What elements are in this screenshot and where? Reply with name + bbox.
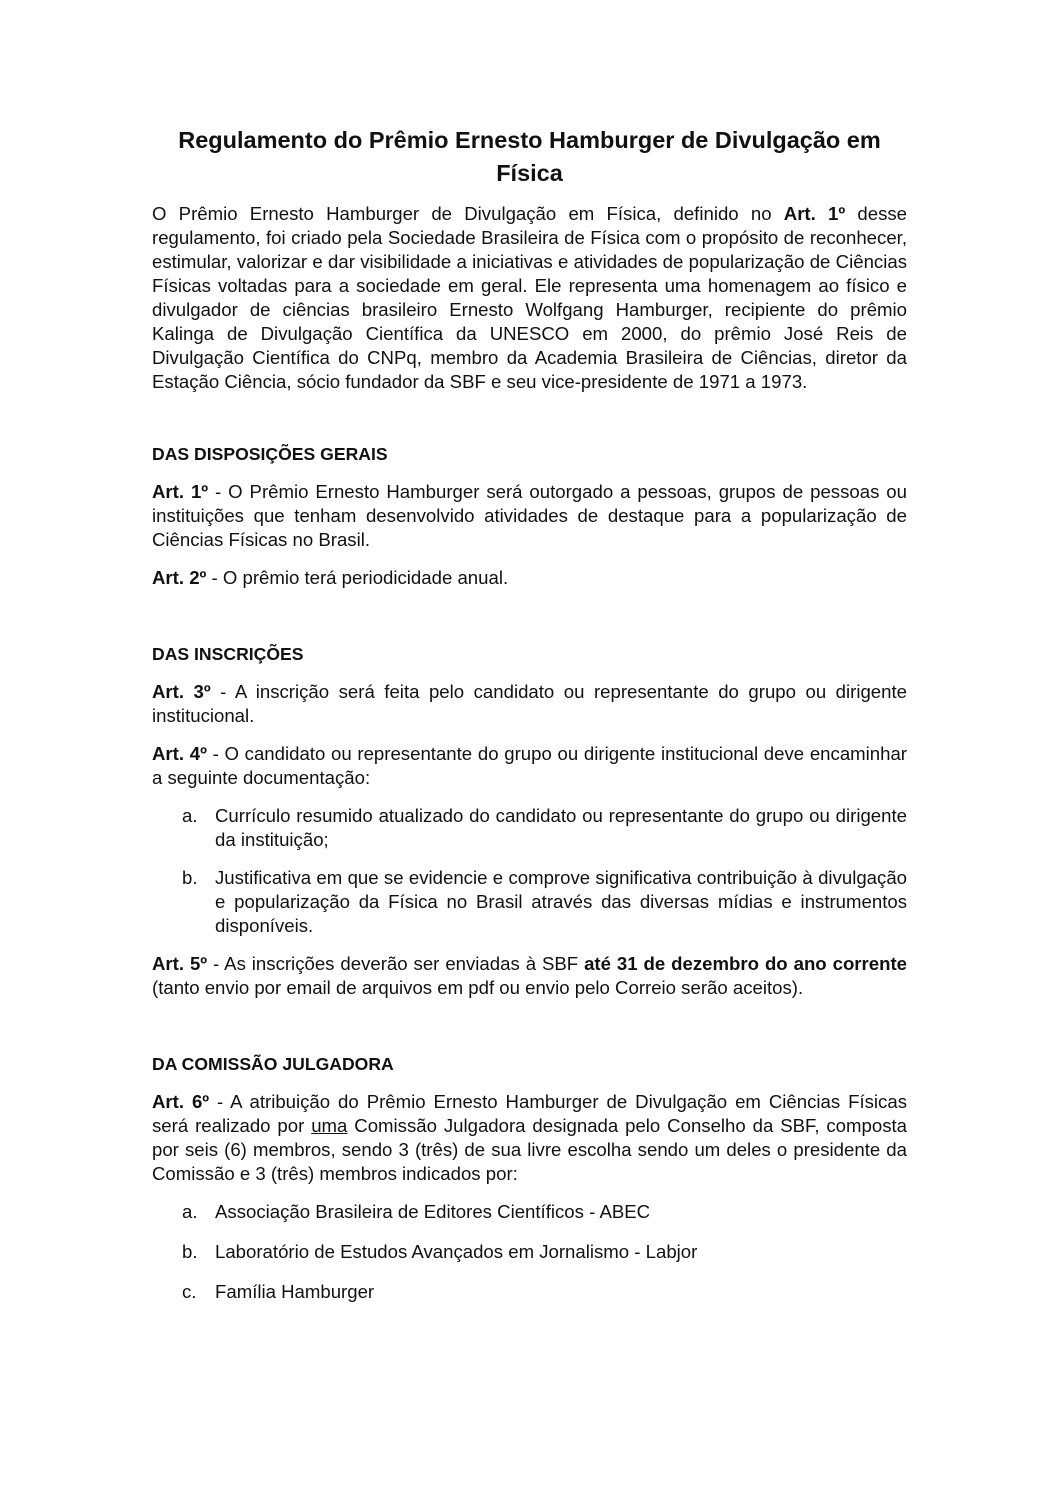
list-item [152, 866, 907, 938]
list-marker: c. [182, 1281, 197, 1302]
article-5-text-1: - As inscrições deverão ser enviadas à SBF [207, 953, 585, 974]
article-6-label: Art. 6º [152, 1091, 210, 1112]
article-4 [152, 742, 907, 790]
article-6-text-1: - A atribuição do Prêmio Ernesto Hamburger de Divulgação em Ciências Físicas será realizado por [152, 1091, 907, 1136]
article-1-text: - O Prêmio Ernesto Hamburger será outorgado a pessoas, grupos de pessoas ou instituições que tenham desenvolvido atividades de destaque para a popularização de Ciências Físicas no Brasil. [152, 481, 907, 550]
article-5-text-2: (tanto envio por email de arquivos em pdf ou envio pelo Correio serão aceitos). [152, 977, 804, 998]
article-3-text: - A inscrição será feita pelo candidato ou representante do grupo ou dirigente institucional. [152, 681, 907, 726]
article-5 [152, 952, 907, 1000]
list-marker: a. [182, 1201, 198, 1222]
list-item-text: Justificativa em que se evidencie e comprove significativa contribuição à divulgação e popularização da Física no Brasil através das diversas mídias e instrumentos disponíveis. [215, 867, 907, 936]
article-3-label: Art. 3º [152, 681, 211, 702]
article-6 [152, 1090, 907, 1186]
list-item-text: Associação Brasileira de Editores Científicos - ABEC [215, 1201, 651, 1222]
article-5-label: Art. 5º [152, 953, 208, 974]
document-body [152, 124, 907, 1320]
document-title: Regulamento do Prêmio Ernesto Hamburger de Divulgação em Física [178, 127, 881, 186]
article-6-list [152, 1200, 907, 1304]
list-item [152, 804, 907, 852]
section-spacer [152, 1014, 907, 1052]
list-item [152, 1200, 907, 1224]
article-6-underlined-word: uma [311, 1115, 348, 1136]
article-3 [152, 680, 907, 728]
list-marker: b. [182, 1241, 198, 1262]
section-heading-inscricoes: DAS INSCRIÇÕES [152, 644, 304, 664]
article-2-label: Art. 2º [152, 567, 207, 588]
article-4-list [152, 804, 907, 938]
article-4-label: Art. 4º [152, 743, 207, 764]
list-item-text: Laboratório de Estudos Avançados em Jornalismo - Labjor [215, 1241, 698, 1262]
list-item-text: Família Hamburger [215, 1281, 375, 1302]
intro-article-reference: Art. 1º [783, 203, 846, 224]
list-marker: b. [182, 867, 198, 888]
article-4-text: - O candidato ou representante do grupo ou dirigente institucional deve encaminhar a seguinte documentação: [152, 743, 907, 788]
intro-text-2: desse regulamento, foi criado pela Sociedade Brasileira de Física com o propósito de reconhecer, estimular, valorizar e dar visibilidade a iniciativas e atividades de popularização de Ciências Físicas voltadas para a sociedade em geral. Ele representa uma homenagem ao físico e divulgador de ciências brasileiro Ernesto Wolfgang Hamburger, recipiente do prêmio Kalinga de Divulgação Científica da UNESCO em 2000, do prêmio José Reis de Divulgação Científica do CNPq, membro da Academia Brasileira de Ciências, diretor da Estação Ciência, sócio fundador da SBF e seu vice-presidente de 1971 a 1973. [152, 203, 907, 392]
list-item [152, 1280, 907, 1304]
list-item [152, 1240, 907, 1264]
article-5-deadline: até 31 de dezembro do ano corrente [584, 953, 908, 974]
article-2-text: - O prêmio terá periodicidade anual. [206, 567, 509, 588]
article-1 [152, 480, 907, 552]
article-2 [152, 566, 907, 590]
intro-paragraph [152, 202, 907, 394]
section-heading-disposicoes-gerais: DAS DISPOSIÇÕES GERAIS [152, 444, 388, 464]
section-spacer [152, 604, 907, 642]
article-6-text-2: Comissão Julgadora designada pelo Conselho da SBF, composta por seis (6) membros, sendo 3 (três) de sua livre escolha sendo um deles o presidente da Comissão e 3 (três) membros indicados por: [152, 1115, 907, 1184]
list-marker: a. [182, 805, 198, 826]
article-1-label: Art. 1º [152, 481, 209, 502]
section-heading-comissao-julgadora: DA COMISSÃO JULGADORA [152, 1054, 394, 1074]
intro-text-1: O Prêmio Ernesto Hamburger de Divulgação em Física, definido no [152, 203, 784, 224]
list-item-text: Currículo resumido atualizado do candidato ou representante do grupo ou dirigente da instituição; [215, 805, 907, 850]
